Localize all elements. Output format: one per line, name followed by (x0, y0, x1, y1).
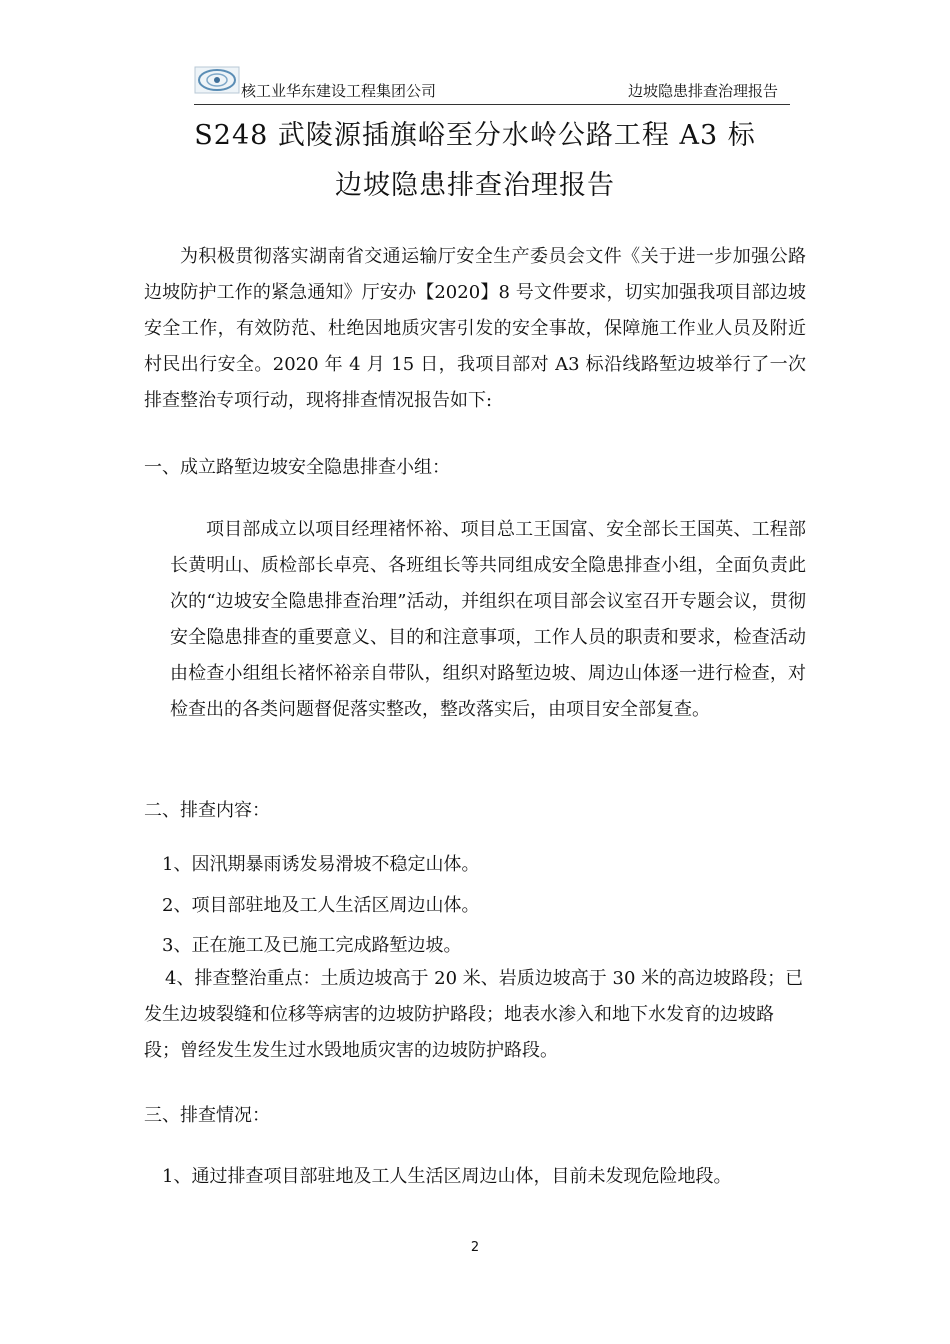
title-line-1: S248 武陵源插旗峪至分水岭公路工程 A3 标 (194, 120, 756, 151)
header-doc-title: 边坡隐患排查治理报告 (628, 82, 779, 100)
company-logo-icon (194, 66, 240, 94)
title-line-2: 边坡隐患排查治理报告 (335, 170, 615, 201)
list-item: 1、因汛期暴雨诱发易滑坡不稳定山体。 (162, 854, 480, 875)
list-item: 4、排查整治重点：土质边坡高于 20 米、岩质边坡高于 30 米的高边坡路段；已发生边坡裂缝和位移等病害的边坡防护路段；地表水渗入和地下水发育的边坡路段；曾经发生发生过水毁地质灾害的边坡防护路段。 (144, 968, 804, 1061)
intro-paragraph: 为积极贯彻落实湖南省交通运输厅安全生产委员会文件《关于进一步加强公路边坡防护工作的紧急通知》厅安办【2020】8 号文件要求，切实加强我项目部边坡安全工作，有效防范、杜绝因地质灾害引发的安全事故，保障施工作业人员及附近村民出行安全。2020 年 4 月 15 日，我项目部对 A3 标沿线路堑边坡举行了一次排查整治专项行动，现将排查情况报告如下: (144, 246, 806, 411)
list-item: 3、正在施工及已施工完成路堑边坡。 (162, 935, 462, 956)
section-1-body: 项目部成立以项目经理褚怀裕、项目总工王国富、安全部长王国英、工程部长黄明山、质检部长卓亮、各班组长等共同组成安全隐患排查小组，全面负责此次的“边坡安全隐患排查治理”活动，并组织在项目部会议室召开专题会议，贯彻安全隐患排查的重要意义、目的和注意事项，工作人员的职责和要求，检查活动由检查小组组长褚怀裕亲自带队，组织对路堑边坡、周边山体逐一进行检查，对检查出的各类问题督促落实整改，整改落实后，由项目安全部复查。 (170, 519, 806, 720)
page-number: 2 (470, 1240, 480, 1255)
section-2-heading: 二、排查内容： (144, 800, 270, 821)
section-3-heading: 三、排查情况： (144, 1105, 270, 1126)
list-item: 1、通过排查项目部驻地及工人生活区周边山体，目前未发现危险地段。 (162, 1166, 732, 1187)
list-item: 2、项目部驻地及工人生活区周边山体。 (162, 895, 480, 916)
header-company: 核工业华东建设工程集团公司 (241, 82, 437, 100)
header-divider (194, 104, 790, 105)
section-1-heading: 一、成立路堑边坡安全隐患排查小组： (144, 457, 450, 478)
